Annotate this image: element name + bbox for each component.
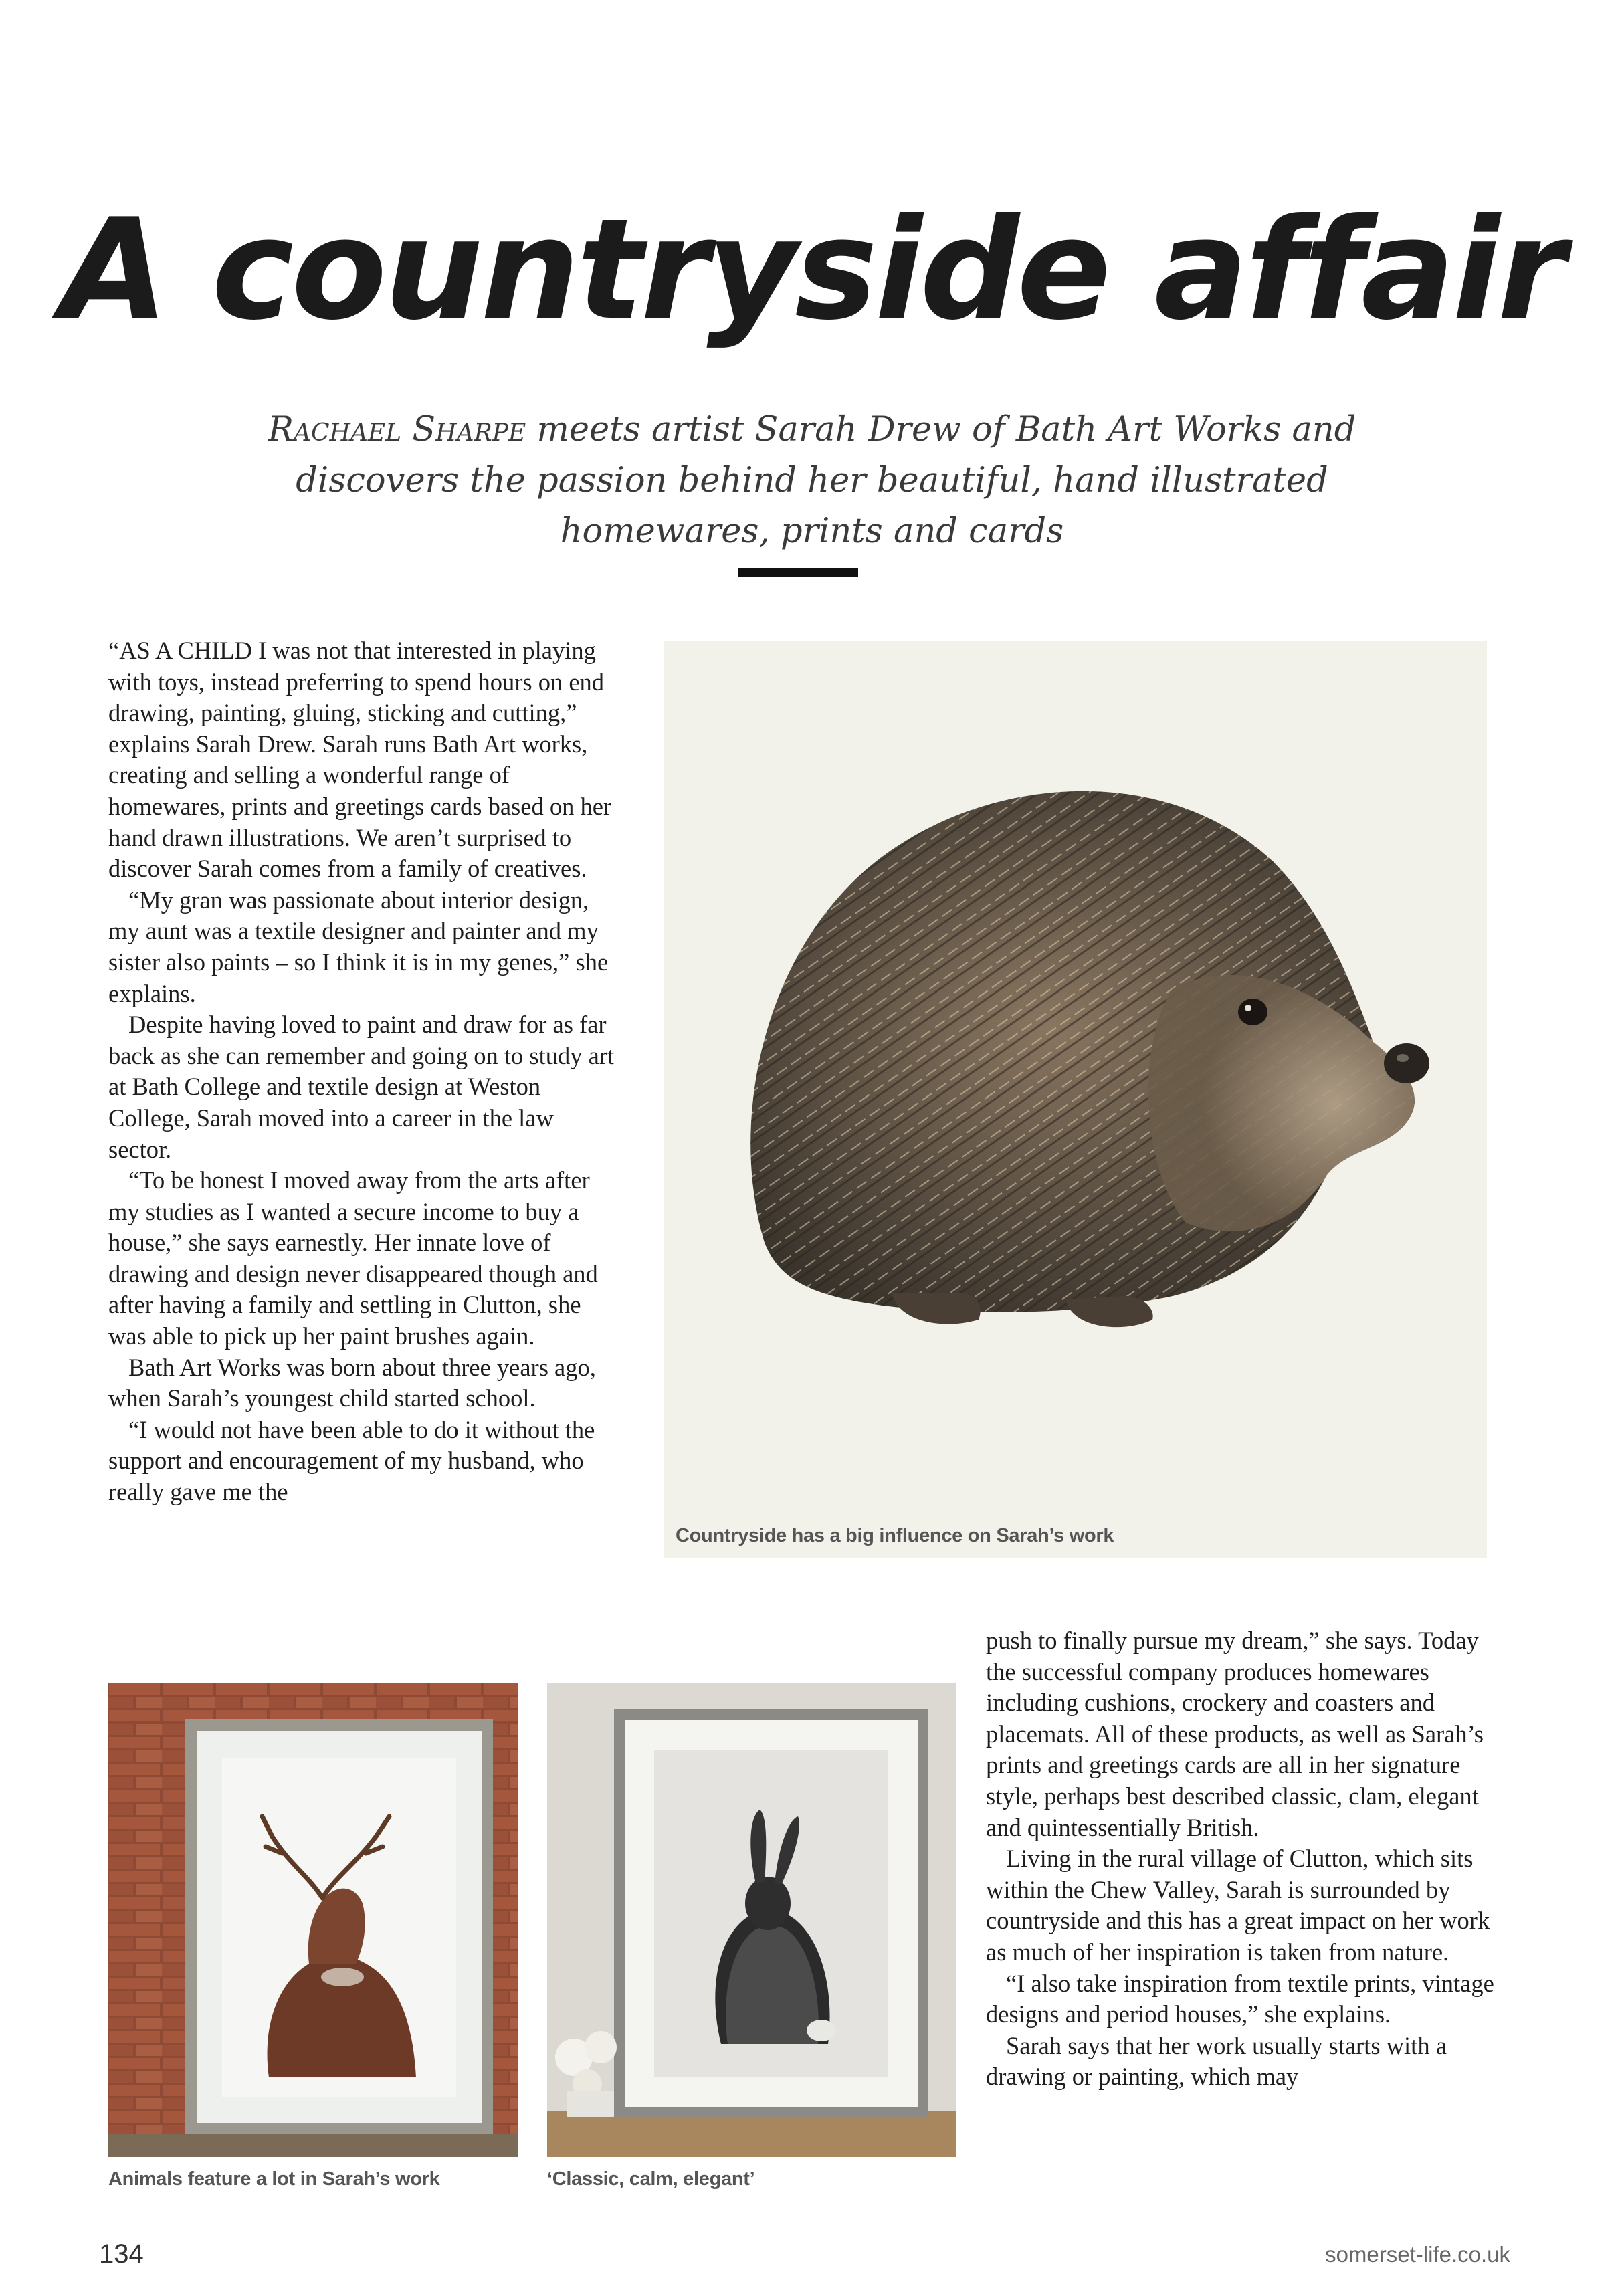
page-number: 134 [99,2239,144,2269]
hedgehog-illustration [664,641,1487,1558]
hedgehog-drawing [664,641,1487,1558]
headline: A countryside affair [60,189,1564,351]
hare-caption: ‘Classic, calm, elegant’ [547,2168,755,2190]
standfirst [241,405,1383,557]
standfirst-text: meets artist Sarah Drew of Bath Art Works and discovers the passion behind her beautiful, hand illustrated homewares, prints and cards [296,410,1356,551]
stag-print-image [108,1683,518,2157]
paragraph: push to finally pursue my dream,” she says. Today the successful company produces homewares including cushions, crockery and coasters and placemats. All of these products, as well as Sarah’s prints and greetings cards are all in her signature style, perhaps best described classic, clam, elegant and quintessentially British. [986,1627,1484,1841]
article-column-2 [986,1625,1508,2093]
paragraph: “I would not have been able to do it without the support and encouragement of my husband, who really gave me the [108,1415,595,1506]
stag-print-photo [108,1683,518,2157]
hare-print-image [547,1683,956,2157]
website-url: somerset-life.co.uk [1325,2242,1510,2267]
paragraph: “AS A CHILD I was not that interested in playing with toys, instead preferring to spend hours on end drawing, painting, gluing, sticking and cutting,” explains Sarah Drew. Sarah runs Bath Art works, creating and selling a wonderful range of homewares, prints and greetings cards based on her hand drawn illustrations. We aren’t surprised to discover Sarah comes from a family of creatives. [108,637,612,883]
paragraph: Sarah says that her work usually starts with a drawing or painting, which may [986,2031,1447,2091]
author-name: Rachael Sharpe [268,410,526,449]
divider-rule [738,568,858,577]
hare-print-photo [547,1683,956,2157]
paragraph: “I also take inspiration from textile prints, vintage designs and period houses,” she explains. [986,1969,1494,2028]
paragraph: Living in the rural village of Clutton, which sits within the Chew Valley, Sarah is surrounded by countryside and this has a great impact on her work as much of her inspiration is taken from nature. [986,1845,1490,1966]
stag-caption: Animals feature a lot in Sarah’s work [108,2168,440,2190]
paragraph: “My gran was passionate about interior design, my aunt was a textile designer and painter and my sister also paints – so I think it is in my genes,” she explains. [108,885,609,1007]
paragraph: Despite having loved to paint and draw for as far back as she can remember and going on to study art at Bath College and textile design at Weston College, Sarah moved into a career in the law sector. [108,1011,615,1163]
hedgehog-caption: Countryside has a big influence on Sarah’s work [676,1525,1114,1546]
paragraph: “To be honest I moved away from the arts after my studies as I wanted a secure income to buy a house,” she says earnestly. Her innate love of drawing and design never disappeared though and after having a family and settling in Clutton, she was able to pick up her paint brushes again. [108,1166,598,1350]
paragraph: Bath Art Works was born about three years ago, when Sarah’s youngest child started school. [108,1353,596,1413]
article-column-1 [108,635,617,1508]
